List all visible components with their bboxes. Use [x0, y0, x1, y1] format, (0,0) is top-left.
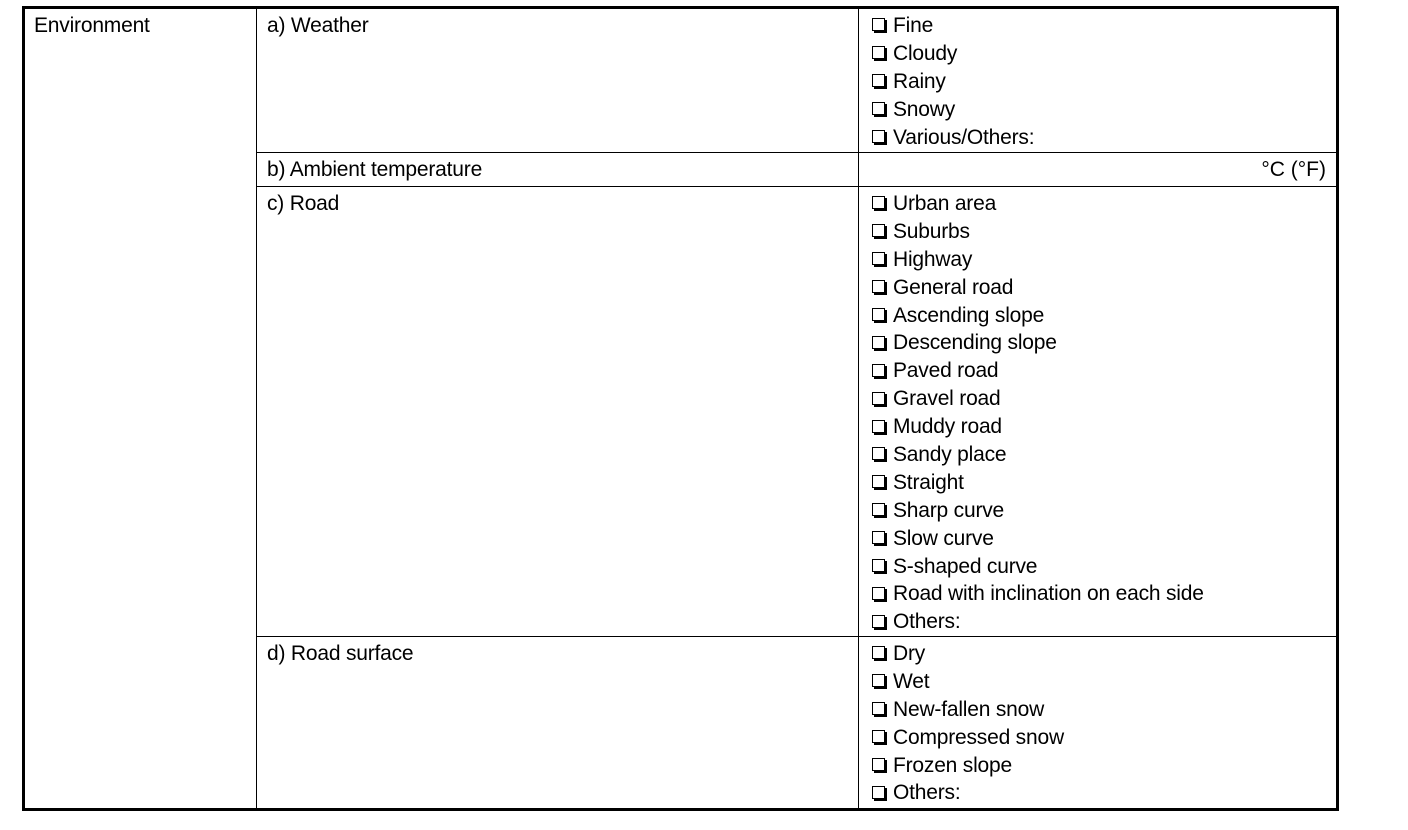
option-label: Descending slope: [893, 331, 1057, 355]
option-label: New-fallen snow: [893, 697, 1045, 721]
checkbox-icon[interactable]: [872, 196, 885, 209]
checkbox-icon[interactable]: [872, 475, 885, 488]
checkbox-option[interactable]: [871, 497, 1204, 525]
option-label: Road with inclination on each side: [893, 582, 1204, 606]
checkbox-option[interactable]: [871, 640, 1064, 668]
temperature-unit: °C (°F): [1261, 158, 1326, 181]
checkbox-icon[interactable]: [872, 102, 885, 115]
column-divider-2: [858, 9, 859, 808]
option-label: Wet: [893, 669, 930, 693]
row-divider-2: [256, 186, 1336, 187]
checkbox-icon[interactable]: [872, 758, 885, 771]
option-label: Muddy road: [893, 415, 1002, 439]
option-label: Frozen slope: [893, 753, 1012, 777]
option-label: Others:: [893, 610, 961, 634]
option-label: Sharp curve: [893, 498, 1005, 522]
checkbox-icon[interactable]: [872, 308, 885, 321]
checkbox-option[interactable]: [871, 469, 1204, 497]
checkbox-option[interactable]: [871, 40, 1034, 68]
ambient-temperature-label: b) Ambient temperature: [267, 158, 483, 181]
option-label: General road: [893, 275, 1014, 299]
option-label: Rainy: [893, 69, 946, 93]
option-label: Slow curve: [893, 526, 994, 550]
option-label: Fine: [893, 14, 934, 37]
option-label: Urban area: [893, 192, 997, 215]
option-label: Gravel road: [893, 387, 1001, 411]
option-label: Sandy place: [893, 443, 1007, 467]
checkbox-icon[interactable]: [872, 224, 885, 237]
checkbox-option[interactable]: [871, 96, 1034, 124]
checkbox-option[interactable]: [871, 357, 1204, 385]
checkbox-icon[interactable]: [872, 674, 885, 687]
category-label: Environment: [34, 14, 150, 37]
checkbox-icon[interactable]: [872, 646, 885, 659]
option-label: S-shaped curve: [893, 554, 1038, 578]
checkbox-option[interactable]: [871, 441, 1204, 469]
checkbox-option[interactable]: [871, 246, 1204, 274]
road-options: [871, 190, 1204, 636]
checkbox-icon[interactable]: [872, 252, 885, 265]
checkbox-icon[interactable]: [872, 392, 885, 405]
checkbox-option[interactable]: [871, 696, 1064, 724]
road-surface-label: d) Road surface: [267, 642, 414, 665]
option-label: Suburbs: [893, 219, 970, 243]
checkbox-icon[interactable]: [872, 503, 885, 516]
checkbox-option[interactable]: [871, 12, 1034, 40]
option-label: Various/Others:: [893, 125, 1035, 149]
checkbox-icon[interactable]: [872, 420, 885, 433]
checkbox-option[interactable]: [871, 218, 1204, 246]
option-label: Snowy: [893, 97, 956, 121]
checkbox-icon[interactable]: [872, 336, 885, 349]
option-label: Straight: [893, 470, 964, 494]
checkbox-option[interactable]: [871, 608, 1204, 636]
checkbox-icon[interactable]: [872, 447, 885, 460]
checkbox-icon[interactable]: [872, 130, 885, 143]
checkbox-option[interactable]: [871, 413, 1204, 441]
column-divider-1: [256, 9, 257, 808]
weather-options: [871, 12, 1034, 151]
checkbox-icon[interactable]: [872, 786, 885, 799]
option-label: Dry: [893, 642, 926, 665]
road-label: c) Road: [267, 192, 340, 215]
option-label: Paved road: [893, 359, 999, 383]
checkbox-option[interactable]: [871, 274, 1204, 302]
checkbox-icon[interactable]: [872, 280, 885, 293]
checkbox-option[interactable]: [871, 68, 1034, 96]
checkbox-option[interactable]: [871, 668, 1064, 696]
checkbox-icon[interactable]: [872, 587, 885, 600]
checkbox-option[interactable]: [871, 580, 1204, 608]
checkbox-icon[interactable]: [872, 74, 885, 87]
checkbox-option[interactable]: [871, 553, 1204, 581]
checkbox-icon[interactable]: [872, 702, 885, 715]
checkbox-option[interactable]: [871, 525, 1204, 553]
checkbox-icon[interactable]: [872, 46, 885, 59]
checkbox-icon[interactable]: [872, 615, 885, 628]
option-label: Compressed snow: [893, 725, 1064, 749]
option-label: Cloudy: [893, 41, 958, 65]
checkbox-icon[interactable]: [872, 18, 885, 31]
checkbox-icon[interactable]: [872, 531, 885, 544]
checkbox-icon[interactable]: [872, 730, 885, 743]
option-label: Highway: [893, 247, 973, 271]
road-surface-options: [871, 640, 1064, 807]
checkbox-option[interactable]: [871, 329, 1204, 357]
checkbox-option[interactable]: [871, 190, 1204, 218]
checkbox-option[interactable]: [871, 124, 1034, 152]
checkbox-option[interactable]: [871, 302, 1204, 330]
option-label: Others:: [893, 781, 961, 805]
option-label: Ascending slope: [893, 303, 1045, 327]
checkbox-icon[interactable]: [872, 364, 885, 377]
environment-table: [22, 6, 1339, 811]
checkbox-option[interactable]: [871, 724, 1064, 752]
checkbox-option[interactable]: [871, 752, 1064, 780]
weather-label: a) Weather: [267, 14, 369, 37]
checkbox-icon[interactable]: [872, 559, 885, 572]
checkbox-option[interactable]: [871, 385, 1204, 413]
row-divider-1: [256, 152, 1336, 153]
checkbox-option[interactable]: [871, 779, 1064, 807]
